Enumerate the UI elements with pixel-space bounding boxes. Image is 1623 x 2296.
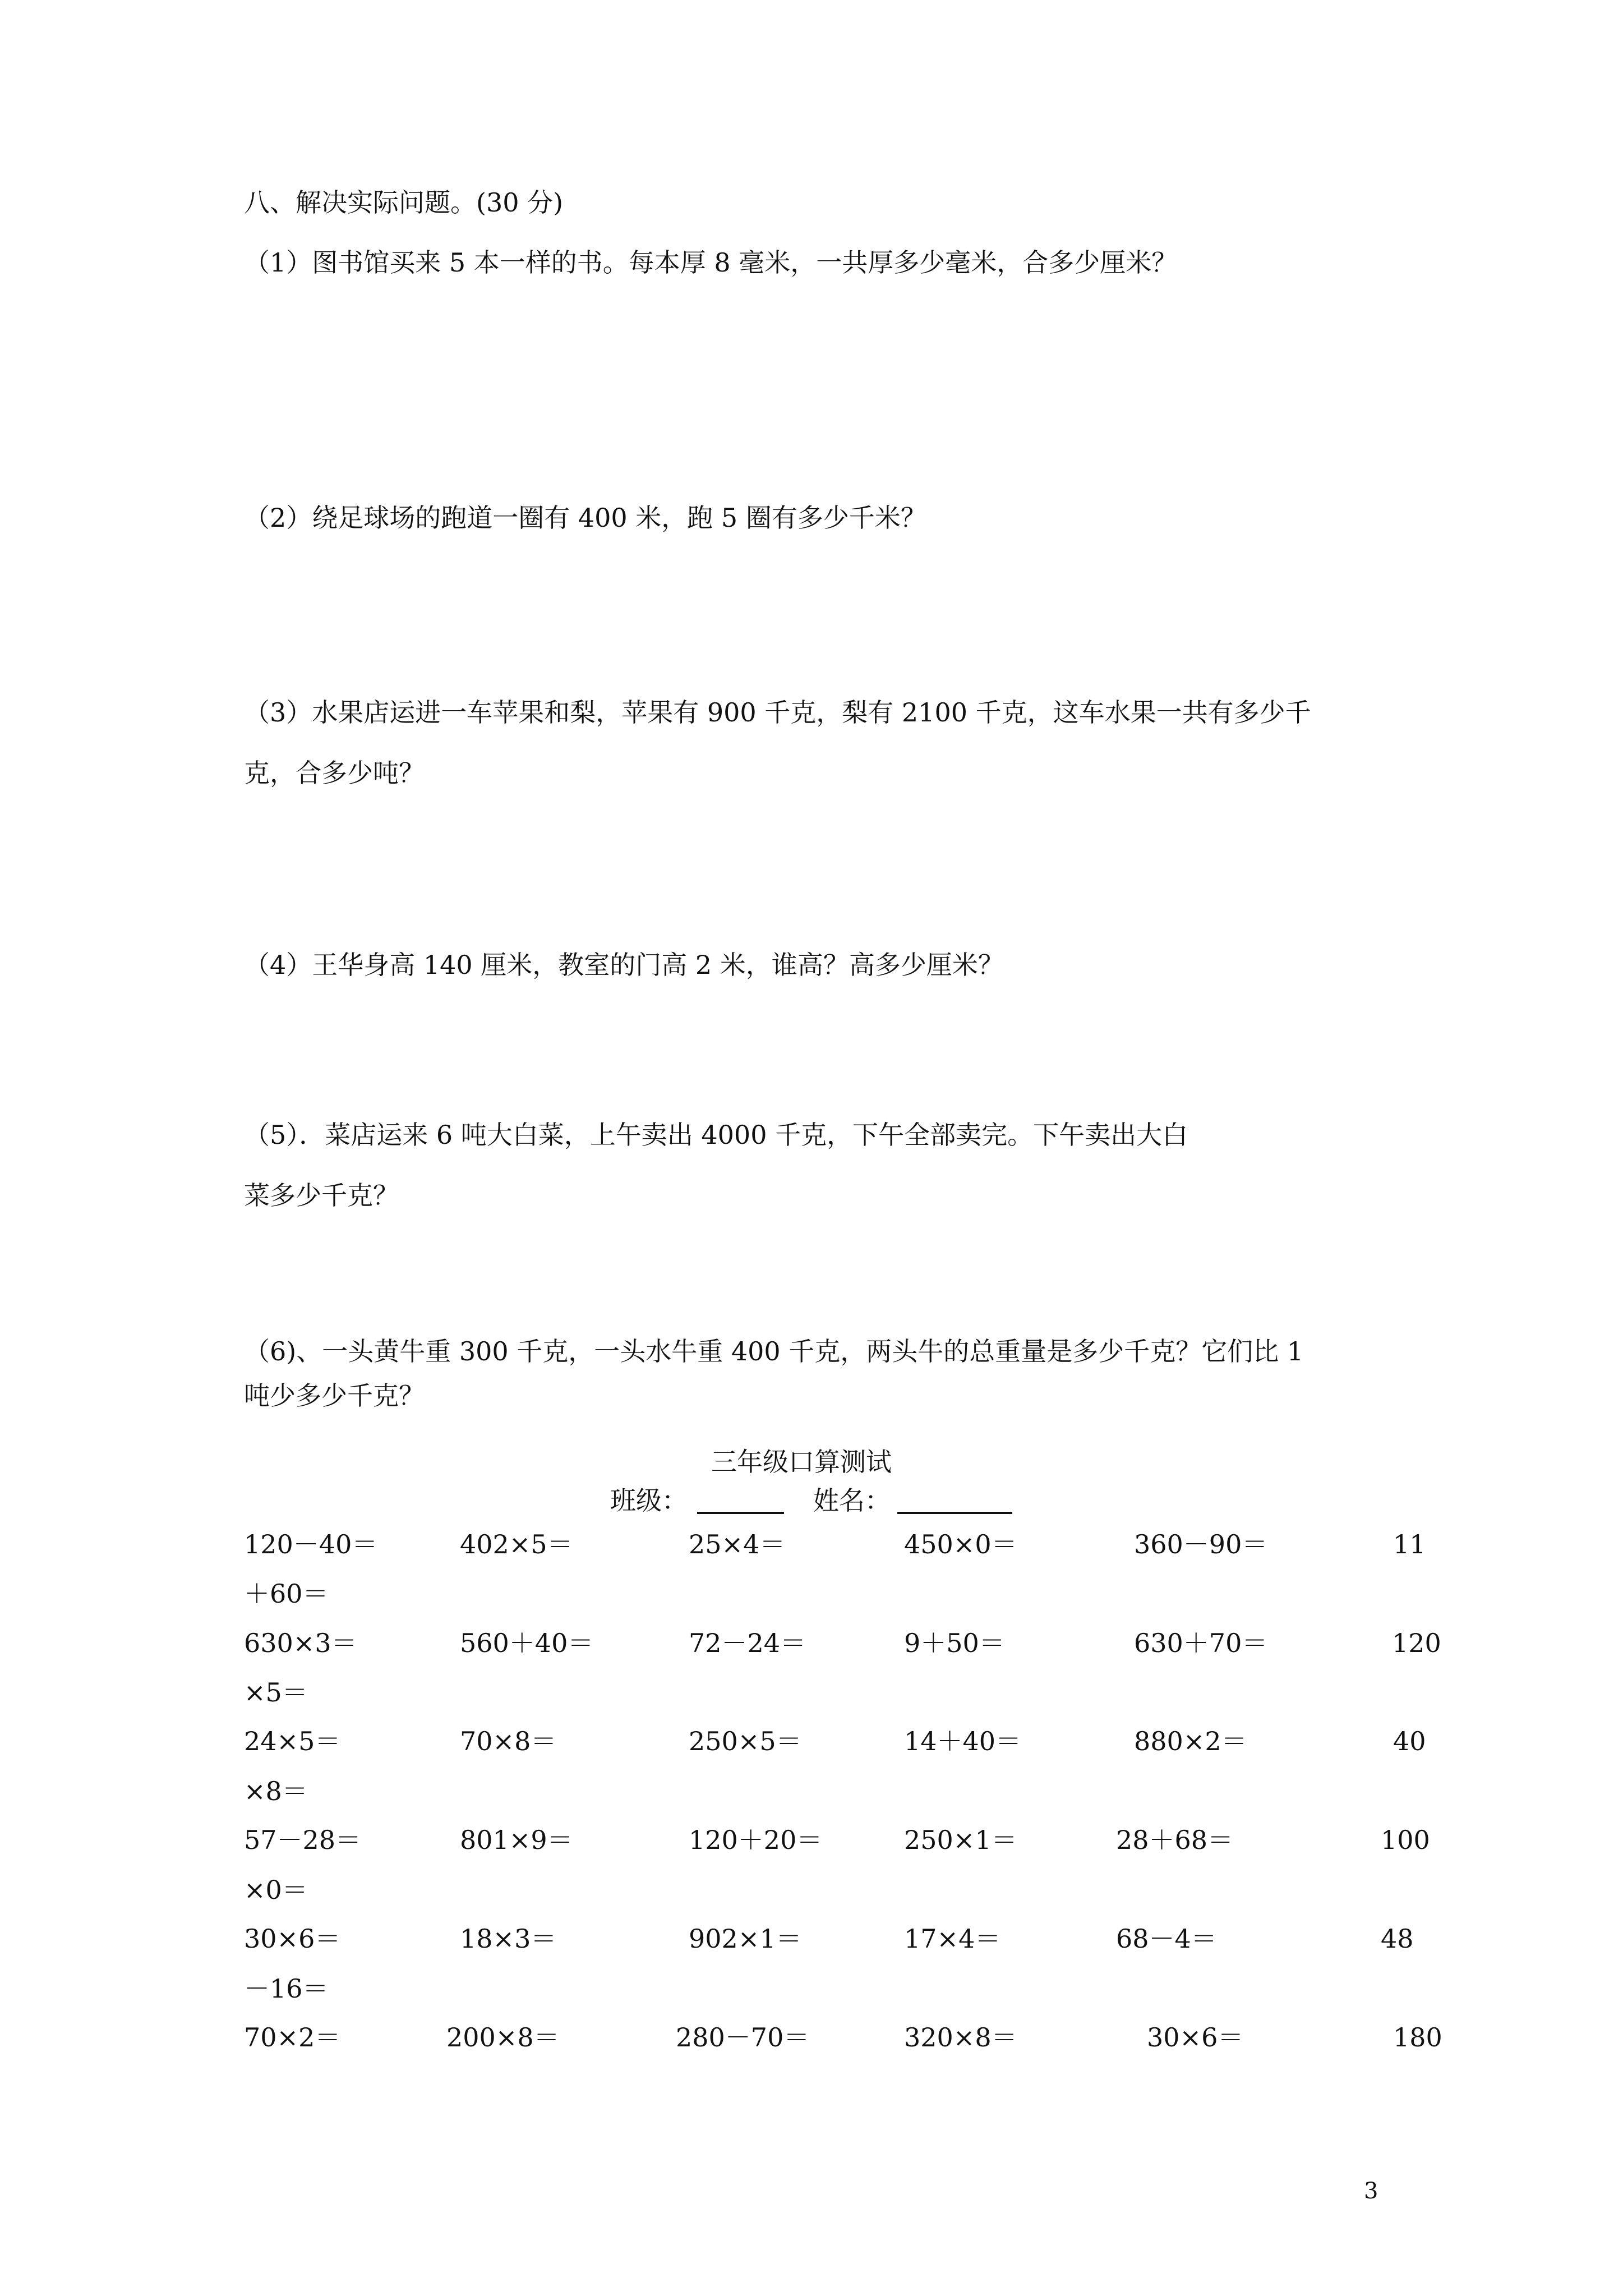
quiz-cell: 30×6＝ <box>1147 2022 1244 2053</box>
quiz-cell: 14＋40＝ <box>904 1726 1022 1756</box>
quiz-cell-wrap: ×8＝ <box>244 1776 308 1806</box>
quiz-cell: 880×2＝ <box>1134 1726 1247 1756</box>
quiz-cell: 801×9＝ <box>460 1825 573 1855</box>
quiz-cell: 72－24＝ <box>689 1628 806 1658</box>
quiz-cell: 630＋70＝ <box>1134 1628 1268 1658</box>
quiz-cell: 70×2＝ <box>244 2022 341 2053</box>
quiz-cell: 40 <box>1393 1726 1426 1756</box>
quiz-cell: 48 <box>1381 1924 1414 1954</box>
quiz-cell-wrap: ×5＝ <box>244 1677 308 1708</box>
section-title: 八、解决实际问题。(30 分) <box>244 187 564 218</box>
quiz-cell: 30×6＝ <box>244 1924 341 1954</box>
page-number: 3 <box>1364 2178 1378 2204</box>
quiz-cell: 18×3＝ <box>460 1924 557 1954</box>
quiz-cell-wrap: －16＝ <box>244 1973 329 2004</box>
quiz-cell: 25×4＝ <box>689 1529 786 1559</box>
quiz-cell: 17×4＝ <box>904 1924 1001 1954</box>
problem-2: （2）绕足球场的跑道一圈有 400 米，跑 5 圈有多少千米？ <box>244 503 926 533</box>
problem-5-line2: 菜多少千克？ <box>244 1180 399 1211</box>
problem-3-line1: （3）水果店运进一车苹果和梨，苹果有 900 千克，梨有 2100 千克，这车水果一共有多少千 <box>244 697 1311 728</box>
quiz-cell: 120－40＝ <box>244 1529 378 1559</box>
quiz-cell-wrap: ＋60＝ <box>244 1579 329 1609</box>
class-blank[interactable] <box>697 1512 784 1514</box>
quiz-cell: 120＋20＝ <box>689 1825 823 1855</box>
quiz-title: 三年级口算测试 <box>711 1447 892 1477</box>
quiz-cell: 120 <box>1392 1628 1441 1658</box>
class-label: 班级： <box>610 1485 688 1516</box>
quiz-cell: 630×3＝ <box>244 1628 357 1658</box>
quiz-cell: 200×8＝ <box>446 2022 560 2053</box>
quiz-cell: 28＋68＝ <box>1116 1825 1234 1855</box>
quiz-cell-wrap: ×0＝ <box>244 1875 308 1905</box>
quiz-cell: 11 <box>1393 1529 1426 1559</box>
quiz-cell: 360－90＝ <box>1134 1529 1268 1559</box>
name-blank[interactable] <box>897 1512 1012 1514</box>
quiz-cell: 57－28＝ <box>244 1825 362 1855</box>
problem-1: （1）图书馆买来 5 本一样的书。每本厚 8 毫米，一共厚多少毫米，合多少厘米？ <box>244 247 1178 278</box>
quiz-cell: 24×5＝ <box>244 1726 341 1756</box>
quiz-cell: 70×8＝ <box>460 1726 557 1756</box>
problem-5-line1: （5）．菜店运来 6 吨大白菜，上午卖出 4000 千克，下午全部卖完。下午卖出大白 <box>244 1120 1188 1150</box>
problem-6-line1: （6)、一头黄牛重 300 千克，一头水牛重 400 千克，两头牛的总重量是多少千克？它们比 1 <box>244 1336 1304 1366</box>
quiz-cell: 68－4＝ <box>1116 1924 1217 1954</box>
problem-6-line2: 吨少多少千克？ <box>244 1381 425 1411</box>
quiz-cell: 450×0＝ <box>904 1529 1017 1559</box>
quiz-cell: 280－70＝ <box>676 2022 810 2053</box>
quiz-cell: 9＋50＝ <box>904 1628 1005 1658</box>
quiz-cell: 100 <box>1381 1825 1430 1855</box>
quiz-cell: 250×5＝ <box>689 1726 802 1756</box>
quiz-cell: 320×8＝ <box>904 2022 1017 2053</box>
name-label: 姓名： <box>813 1485 891 1516</box>
quiz-cell: 560＋40＝ <box>460 1628 594 1658</box>
quiz-cell: 902×1＝ <box>689 1924 802 1954</box>
quiz-cell: 402×5＝ <box>460 1529 573 1559</box>
problem-3-line2: 克，合多少吨？ <box>244 758 425 788</box>
quiz-cell: 180 <box>1393 2022 1442 2053</box>
quiz-cell: 250×1＝ <box>904 1825 1017 1855</box>
problem-4: （4）王华身高 140 厘米，教室的门高 2 米，谁高？高多少厘米？ <box>244 950 1004 980</box>
